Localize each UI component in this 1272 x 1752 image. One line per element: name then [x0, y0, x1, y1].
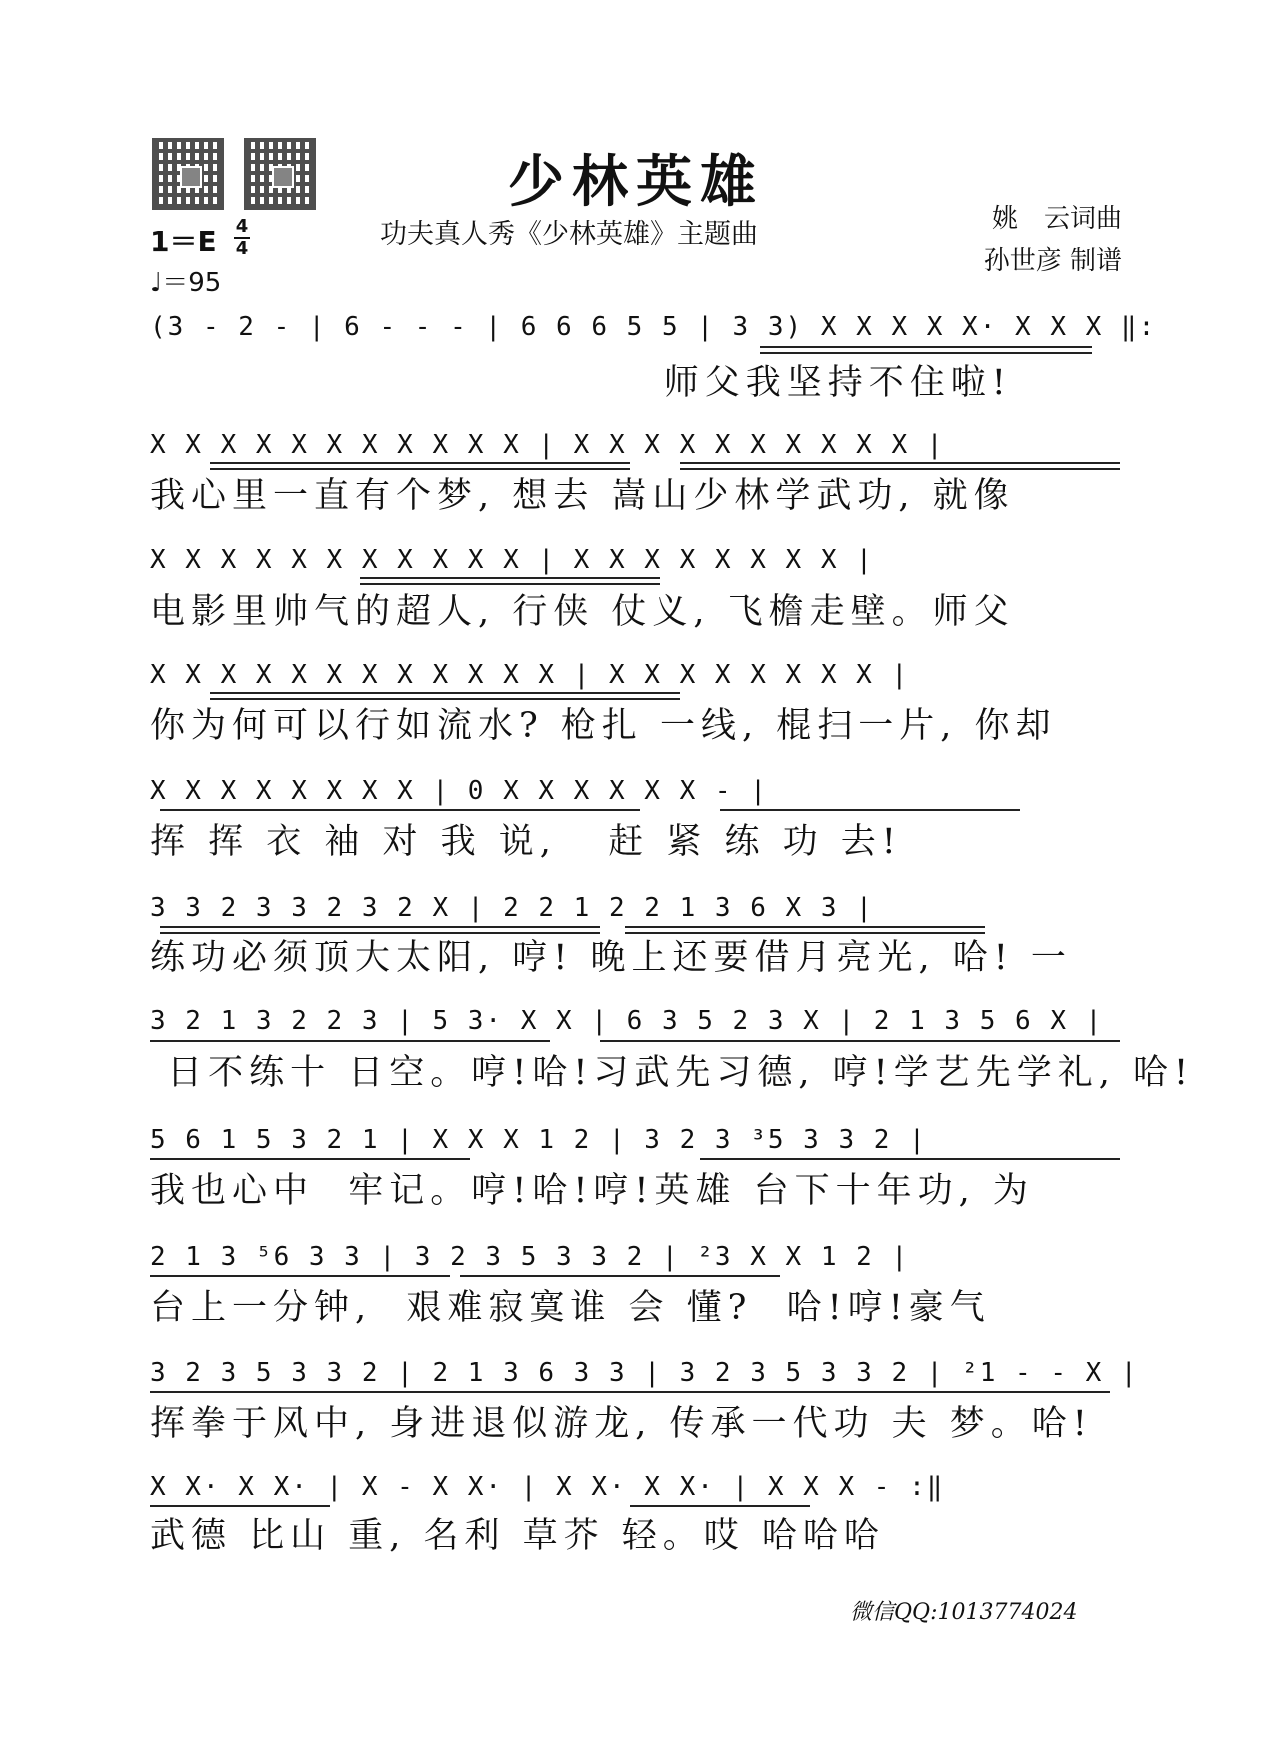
subtitle: 功夫真人秀《少林英雄》主题曲: [380, 219, 758, 250]
beam-underline: [760, 346, 1092, 354]
notation-row-10: 3 2 3 5 3 3 2 | 2 1 3 6 3 3 | 3 2 3 5 3 3 2 | ²1 - - X |: [150, 1358, 1139, 1388]
notation-row-1: (3 - 2 - | 6 - - - | 6 6 6 5 5 | 3 3) X X X X X· X X X ‖:: [150, 312, 1157, 342]
watermark-contact: 微信QQ:1013774024: [850, 1600, 1078, 1625]
lyrics-row-11: 武德 比山 重, 名利 草芥 轻。哎 哈哈哈: [150, 1516, 885, 1556]
beam-underline: [600, 1040, 1120, 1042]
notation-row-11: X X· X X· | X - X X· | X X· X X· | X X X - :‖: [150, 1472, 945, 1502]
song-title: 少林英雄: [508, 149, 764, 215]
beam-underline: [680, 462, 1120, 470]
beam-underline: [150, 1275, 450, 1277]
arranger-credit: 孙世彦 制谱: [983, 246, 1122, 276]
beam-underline: [150, 1391, 1110, 1393]
beam-underline: [625, 926, 985, 934]
lyrics-row-1: 师父我坚持不住啦!: [150, 363, 1012, 403]
tempo-marking: ♩＝95: [150, 268, 222, 298]
lyrics-row-9: 台上一分钟, 艰难寂寞谁 会 懂? 哈!哼!豪气: [150, 1288, 991, 1328]
notation-row-7: 3 2 1 3 2 2 3 | 5 3· X X | 6 3 5 2 3 X | 2 1 3 5 6 X |: [150, 1006, 1104, 1036]
lyrics-row-3: 电影里帅气的超人, 行侠 仗义, 飞檐走壁。师父: [150, 592, 1015, 632]
beam-underline: [150, 1505, 330, 1507]
beam-underline: [460, 1275, 780, 1277]
beam-underline: [160, 809, 640, 811]
notation-row-4: X X X X X X X X X X X X | X X X X X X X X |: [150, 660, 910, 690]
key-signature: 1＝E: [150, 225, 217, 258]
notation-row-5: X X X X X X X X | 0 X X X X X X - |: [150, 776, 768, 806]
notation-row-3: X X X X X X X X X X X | X X X X X X X X |: [150, 545, 874, 575]
lyrics-row-7: 日不练十 日空。哼!哈!习武先习德, 哼!学艺先学礼, 哈!: [150, 1053, 1195, 1093]
beam-underline: [720, 809, 1020, 811]
lyrics-row-2: 我心里一直有个梦, 想去 嵩山少林学武功, 就像: [150, 476, 1015, 516]
notation-row-2: X X X X X X X X X X X | X X X X X X X X X X |: [150, 430, 945, 460]
lyrics-row-10: 挥拳于风中, 身进退似游龙, 传承一代功 夫 梦。哈!: [150, 1404, 1093, 1444]
beam-underline: [210, 692, 680, 700]
notation-row-9: 2 1 3 ⁵6 3 3 | 3 2 3 5 3 3 2 | ²3 X X 1 2 |: [150, 1242, 910, 1272]
beam-underline: [700, 1158, 1120, 1160]
beam-underline: [150, 1040, 550, 1042]
beam-underline: [360, 577, 660, 585]
lyrics-row-5: 挥 挥 衣 袖 对 我 说, 赶 紧 练 功 去!: [150, 822, 902, 862]
lyrics-row-8: 我也心中 牢记。哼!哈!哼!英雄 台下十年功, 为: [150, 1171, 1034, 1211]
time-signature-bottom: 4: [235, 238, 249, 259]
lyrics-row-6: 练功必须顶大太阳, 哼! 晚上还要借月亮光, 哈! 一: [150, 938, 1072, 978]
time-signature: [234, 218, 250, 258]
time-signature-top: 4: [235, 216, 249, 237]
notation-row-6: 3 3 2 3 3 2 3 2 X | 2 2 1 2 2 1 3 6 X 3 |: [150, 893, 874, 923]
beam-underline: [150, 1158, 470, 1160]
beam-underline: [210, 462, 630, 470]
beam-underline: [630, 1505, 810, 1507]
notation-row-8: 5 6 1 5 3 2 1 | X X X 1 2 | 3 2 3 ³5 3 3 2 |: [150, 1125, 927, 1155]
lyrics-row-4: 你为何可以行如流水? 枪扎 一线, 棍扫一片, 你却: [150, 706, 1057, 746]
beam-underline: [160, 926, 600, 934]
lyricist-credit: 姚 云词曲: [991, 204, 1122, 234]
